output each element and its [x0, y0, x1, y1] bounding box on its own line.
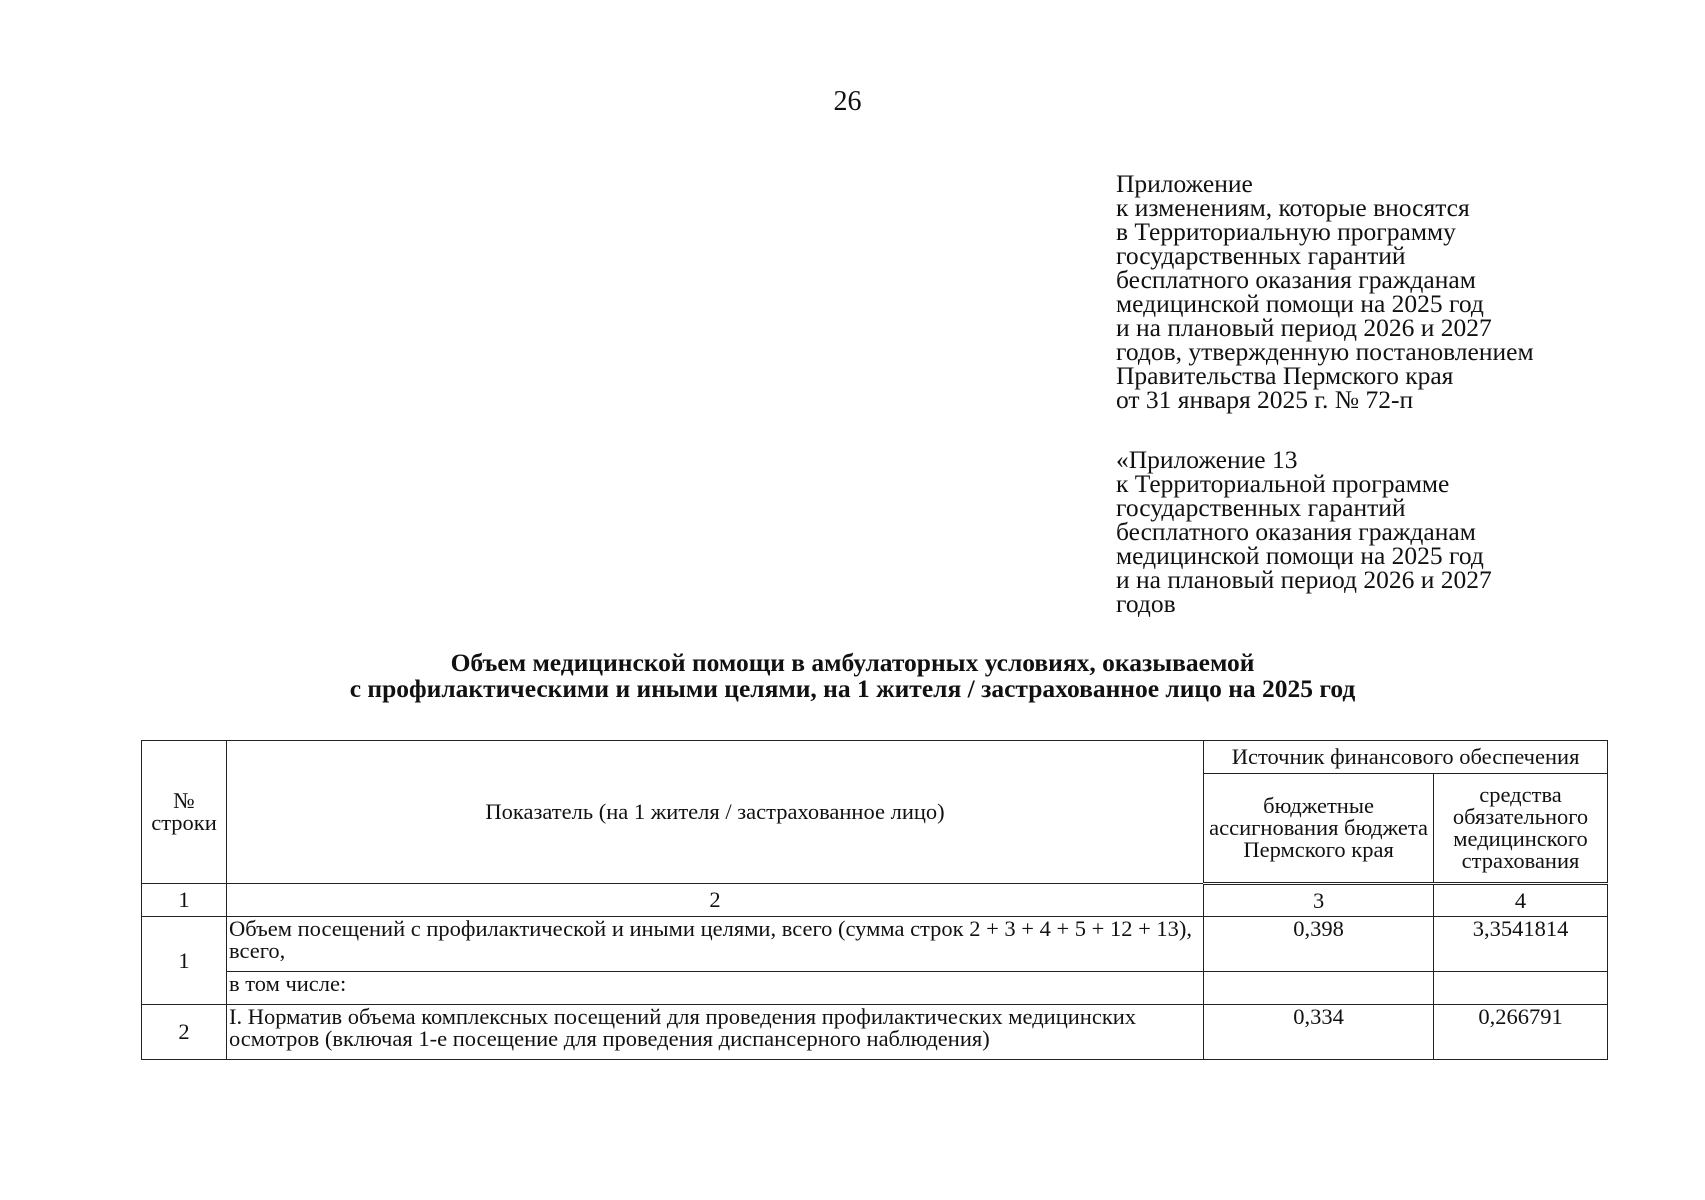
row-budget-value: 0,334	[1204, 1005, 1434, 1060]
annex13-header-line: и на плановый период 2026 и 2027	[1116, 565, 1492, 594]
row-number: 1	[142, 917, 227, 1005]
annex13-header-line: «Приложение 13	[1116, 445, 1298, 474]
row-indicator: I. Норматив объема комплексных посещений для проведения профилактических медицинских осмотров (включая 1-е посещение для проведения диспансерного наблюдения)	[226, 1005, 1203, 1060]
annex-header-line: бесплатного оказания гражданам	[1116, 265, 1476, 294]
column-number: 2	[226, 884, 1203, 917]
column-number: 3	[1204, 884, 1434, 917]
annex-header-line: Приложение	[1116, 169, 1253, 198]
annex-header-line: в Территориальную программу	[1116, 217, 1456, 246]
document-title-line-2: с профилактическими и иными целями, на 1 жителя / застрахованное лицо на 2025 год	[349, 674, 1356, 703]
row-oms-value: 0,266791	[1434, 1005, 1608, 1060]
table-header-row	[142, 741, 1608, 774]
row-number: 2	[142, 1005, 227, 1060]
annex13-header-line: бесплатного оказания гражданам	[1116, 517, 1476, 546]
header-budget: бюджетные ассигнования бюджета Пермского края	[1204, 774, 1434, 884]
volume-table	[141, 740, 1608, 1060]
annex13-header-line: государственных гарантий	[1116, 493, 1406, 522]
annex-header-line: государственных гарантий	[1116, 241, 1406, 270]
page-number: 26	[833, 86, 862, 117]
document-title-line-1: Объем медицинской помощи в амбулаторных условиях, оказываемой	[450, 648, 1255, 677]
row-budget-value: 0,398	[1204, 917, 1434, 972]
header-funding-source: Источник финансового обеспечения	[1204, 741, 1608, 774]
table-row	[142, 972, 1608, 1005]
empty-cell	[1434, 972, 1608, 1005]
annex13-header-line: медицинской помощи на 2025 год	[1116, 541, 1484, 570]
annex-header-line: к изменениям, которые вносятся	[1116, 193, 1470, 222]
annex13-header-line: годов	[1116, 589, 1176, 618]
column-numbers-row	[142, 884, 1608, 917]
table-row	[142, 1005, 1608, 1060]
annex-header	[1116, 169, 1636, 414]
column-number: 4	[1434, 884, 1608, 917]
column-number: 1	[142, 884, 227, 917]
row-indicator: Объем посещений с профилактической и иными целями, всего (сумма строк 2 + 3 + 4 + 5 + 12 + 13), всего,	[226, 917, 1203, 972]
annex-header-line: от 31 января 2025 г. № 72-п	[1116, 385, 1414, 414]
annex-header-line: Правительства Пермского края	[1116, 361, 1454, 390]
annex-header-line: и на плановый период 2026 и 2027	[1116, 313, 1492, 342]
header-row-no: № строки	[142, 741, 227, 884]
annex-header-line: медицинской помощи на 2025 год	[1116, 289, 1484, 318]
annex13-header-line: к Территориальной программе	[1116, 469, 1450, 498]
row-subheading: в том числе:	[226, 972, 1203, 1005]
header-indicator: Показатель (на 1 жителя / застрахованное лицо)	[226, 741, 1203, 884]
empty-cell	[1204, 972, 1434, 1005]
header-oms: средства обязательного медицинского страхования	[1434, 774, 1608, 884]
row-oms-value: 3,3541814	[1434, 917, 1608, 972]
annex-header-line: годов, утвержденную постановлением	[1116, 337, 1534, 366]
annex13-header	[1116, 445, 1636, 618]
table-row	[142, 917, 1608, 972]
document-title	[0, 650, 1705, 702]
